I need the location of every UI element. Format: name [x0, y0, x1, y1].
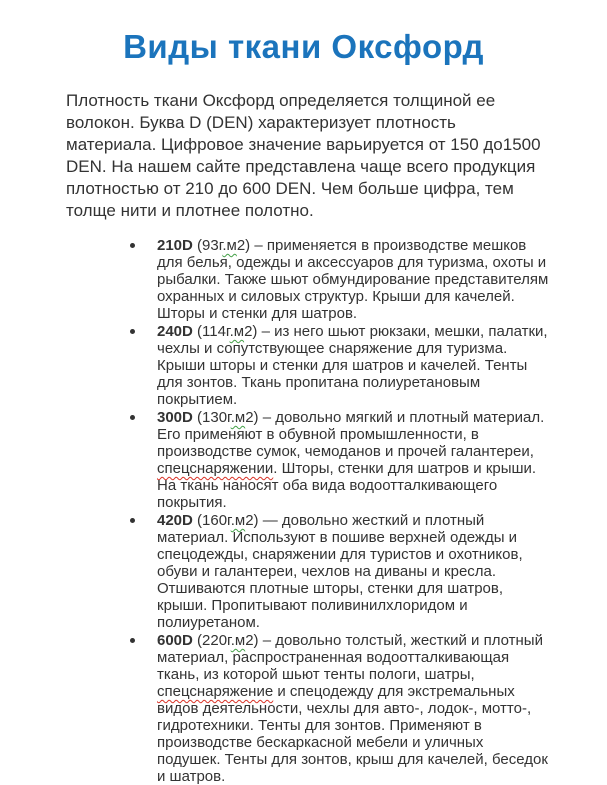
text-segment: (114г: [192, 323, 230, 340]
text-segment: 2) – довольно мягкий и плотный материал. Его применяют в обувной промышленности, в производстве сумок, чемоданов и прочей галантереи,: [157, 409, 545, 460]
text-segment: 240D: [157, 323, 193, 340]
list-item: [157, 237, 549, 322]
text-segment: . Шторы, стенки для шатров и крыши. На ткань наносят оба вида водоотталкивающего покрытия.: [157, 460, 537, 511]
list-item-text: [157, 632, 548, 785]
list-item-text: [157, 323, 548, 408]
text-segment: (130г: [192, 409, 231, 426]
text-segment: (93г: [192, 237, 223, 254]
text-segment: .м: [230, 409, 246, 426]
list-item-text: [157, 409, 544, 511]
text-segment: .м: [230, 632, 246, 649]
list-item: [157, 512, 549, 631]
list-item-text: [157, 512, 523, 631]
text-segment: спецснаряжении: [157, 460, 274, 477]
intro-paragraph: Плотность ткани Оксфорд определяется толщиной ее волокон. Буква D (DEN) характеризует плотность материала. Цифровое значение варьируется от 150 до1500 DEN. На нашем сайте представлена чаще всего продукция плотностью от 210 до 600 DEN. Чем больше цифра, тем толще нити и плотнее полотно.: [66, 91, 541, 220]
text-segment: 600D: [157, 632, 193, 649]
list-item: [157, 632, 549, 785]
text-segment: 2) – применяется в производстве мешков для белья, одежды и аксессуаров для туризма, охоты и рыбалки. Также шьют обмундирование представителям охранных и силовых структур. Крыши для качелей. Шторы и стенки для шатров.: [157, 237, 549, 322]
text-segment: 2) — довольно жесткий и плотный материал. Используют в пошиве верхней одежды и спецодежды, снаряжении для туристов и охотников, обуви и галантереи, чехлов на диваны и кресла. Отшиваются плотные шторы, стенки для шатров, крыши. Пропитывают поливинилхлоридом и полиуретаном.: [157, 512, 523, 631]
list-item-text: [157, 237, 548, 322]
text-segment: и спецодежду для экстремальных видов деятельности, чехлы для авто-, лодок-, мотто-, гидротехники. Тенты для зонтов. Применяют в производстве бескаркасной мебели и уличных подушек. Тенты для зонтов, крыш для качелей, беседок и шатров.: [157, 683, 548, 785]
list-item: [157, 323, 549, 408]
text-segment: .м: [230, 512, 246, 529]
text-segment: .м: [222, 237, 237, 254]
page-title: Виды ткани Оксфорд: [123, 28, 484, 65]
bullet-icon: [130, 638, 135, 643]
text-segment: спецснаряжение: [157, 683, 274, 700]
text-segment: (220г: [192, 632, 231, 649]
bullet-icon: [130, 329, 135, 334]
text-segment: (160г: [192, 512, 231, 529]
bullet-icon: [130, 518, 135, 523]
text-segment: 210D: [157, 237, 193, 254]
list-item: [157, 409, 549, 511]
text-segment: 420D: [157, 512, 193, 529]
text-segment: 2) – из него шьют рюкзаки, мешки, палатки, чехлы и сопутствующее снаряжение для туризма. Крыши шторы и стенки для шатров и качелей. Тенты для зонтов. Ткань пропитана полиуретановым покрытием.: [157, 323, 548, 408]
density-list: [0, 237, 549, 785]
text-segment: 300D: [157, 409, 193, 426]
bullet-icon: [130, 243, 135, 248]
bullet-icon: [130, 415, 135, 420]
text-segment: .м: [229, 323, 245, 340]
text-segment: 2) – довольно толстый, жесткий и плотный материал, распространенная водоотталкивающая ткань, из которой шьют тенты пологи, шатры,: [157, 632, 543, 683]
